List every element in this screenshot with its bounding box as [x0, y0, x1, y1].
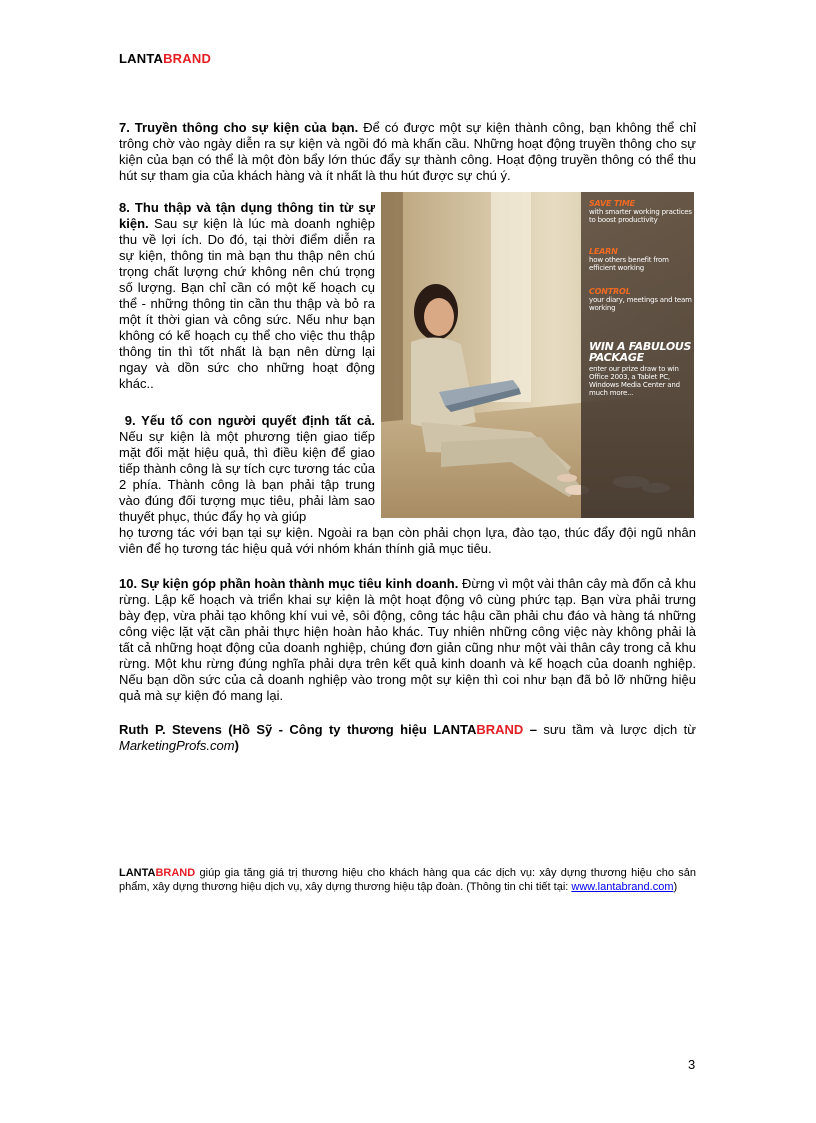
ad-package-body: enter our prize draw to win Office 2003, a Tablet PC, Windows Media Center and much more... [589, 365, 680, 397]
ad-package [589, 341, 693, 397]
ad-save-time [589, 200, 693, 224]
ad-learn-head: LEARN [589, 247, 618, 256]
ad-learn [589, 248, 693, 272]
page-header-brand [119, 51, 211, 66]
footer-text: giúp gia tăng giá trị thương hiệu cho khách hàng qua các dịch vụ: xây dựng thương hiệu cho sản phẩm, xây dựng thương hiệu dịch vụ, xây dựng thương hiệu tập đoàn. (Thông tin chi tiết tại: [119, 867, 696, 893]
section-7 [119, 120, 696, 184]
footer-brand-red: BRAND [155, 867, 196, 879]
section-10 [119, 576, 696, 704]
section-9-continued: họ tương tác với bạn tại sự kiện. Ngoài ra bạn còn phải chọn lựa, đào tạo, thúc đẩy đội ngũ nhân viên để họ tương tác hiệu quả với nhóm khán thính giả mục tiêu. [119, 525, 696, 556]
ad-control-body: your diary, meetings and team working [589, 296, 692, 312]
ad-package-head: WIN A FABULOUS PACKAGE [589, 340, 692, 364]
section-8-title: 8. Thu thập và tận dụng thông tin từ sự kiện. [119, 200, 375, 231]
ad-save-time-head: SAVE TIME [589, 199, 635, 208]
section-10-title: 10. Sự kiện góp phần hoàn thành mục tiêu kinh doanh. [119, 576, 459, 591]
section-9-text: Nếu sự kiện là một phương tiện giao tiếp mặt đối mặt hiệu quả, thì điều kiện để giao tiếp thành công là sự tích cực tương tác của 2 phía. Thành công là bạn phải tập trung vào đúng đối tượng mục tiêu, phải làm sao thuyết phục, thúc đẩy họ và giúp [119, 429, 375, 524]
brand-lanta: LANTA [119, 51, 164, 66]
woman-laptop-photo [381, 192, 694, 518]
brand-red: BRAND [163, 51, 212, 66]
section-9-title: 9. Yếu tố con người quyết định tất cả. [124, 413, 375, 428]
section-9 [119, 413, 375, 525]
footer-close: ) [673, 881, 678, 893]
page-number: 3 [688, 1057, 696, 1072]
section-7-text: Để có được một sự kiện thành công, bạn không thể chỉ trông chờ vào ngày diễn ra sự kiện và ngồi đó mà khấn cầu. Những hoạt động truyền thông cho sự kiện của bạn có thể là một đòn bẩy lớn thúc đẩy sự thành công. Hoạt động truyền thông có thể thu hút sự tham gia của khách hàng và ít nhất là thu hút được sự chú ý. [119, 120, 697, 183]
section-7-title: 7. Truyền thông cho sự kiện của bạn. [119, 120, 359, 135]
author-source: MarketingProfs.com [119, 738, 235, 753]
author-name: Ruth P. Stevens (Hồ Sỹ - Công ty thương hiệu LANTA [119, 722, 477, 737]
author-credit [119, 722, 696, 754]
ad-learn-body: how others benefit from efficient working [589, 256, 669, 272]
ad-control-head: CONTROL [589, 287, 631, 296]
footer-brand-lanta: LANTA [119, 867, 156, 879]
author-close: ) [234, 738, 239, 753]
section-10-text: Đừng vì một vài thân cây mà đốn cả khu rừng. Lập kế hoạch và triển khai sự kiện là một hoạt động vô cùng phức tạp. Bạn vừa phải trưng bày đẹp, vừa phải tạo không khí vui vẻ, sôi động, công tác hậu cần phải chu đáo và hàng tá những công việc lặt vặt cần phải thực hiện hoàn hảo khác. Tuy nhiên những công việc này không phải là tất cả những hoạt động của doanh nghiệp, chúng đơn giản cũng như một vài thân cây trong cả khu rừng. Một khu rừng đúng nghĩa phải dựa trên kết quả kinh doanh và kế hoạch của doanh nghiệp. Nếu bạn dồn sức của cả doanh nghiệp vào trong một sự kiện thì coi như bạn đã bỏ lỡ những hiệu quả mà sự kiện đó mang lại. [119, 576, 696, 703]
ad-panel [581, 192, 694, 518]
author-dash: – [523, 722, 537, 737]
author-translation-note: sưu tầm và lược dịch từ [536, 722, 696, 737]
section-8 [119, 200, 375, 392]
footer-note [119, 866, 696, 894]
ad-save-time-body: with smarter working practices to boost productivity [589, 208, 692, 224]
section-8-text: Sau sự kiện là lúc mà doanh nghiệp thu về lợi ích. Do đó, tại thời điểm diễn ra sự kiện, thông tin mà bạn thu thập nên chú trọng chất lượng chứ không nên chú trọng số lượng. Bạn chỉ cần có một kế hoạch cụ thể - những thông tin cần thu thập và bỏ ra một ít thời gian và công sức. Nếu như bạn không có kế hoạch cụ thể cho việc thu thập thông tin thì tốt nhất là bạn nên dừng lại ngay và dồn sức cho những hoạt động khác.. [119, 216, 375, 391]
lantabrand-link[interactable]: www.lantabrand.com [571, 881, 674, 893]
ad-control [589, 288, 693, 312]
author-brand-red: BRAND [476, 722, 524, 737]
